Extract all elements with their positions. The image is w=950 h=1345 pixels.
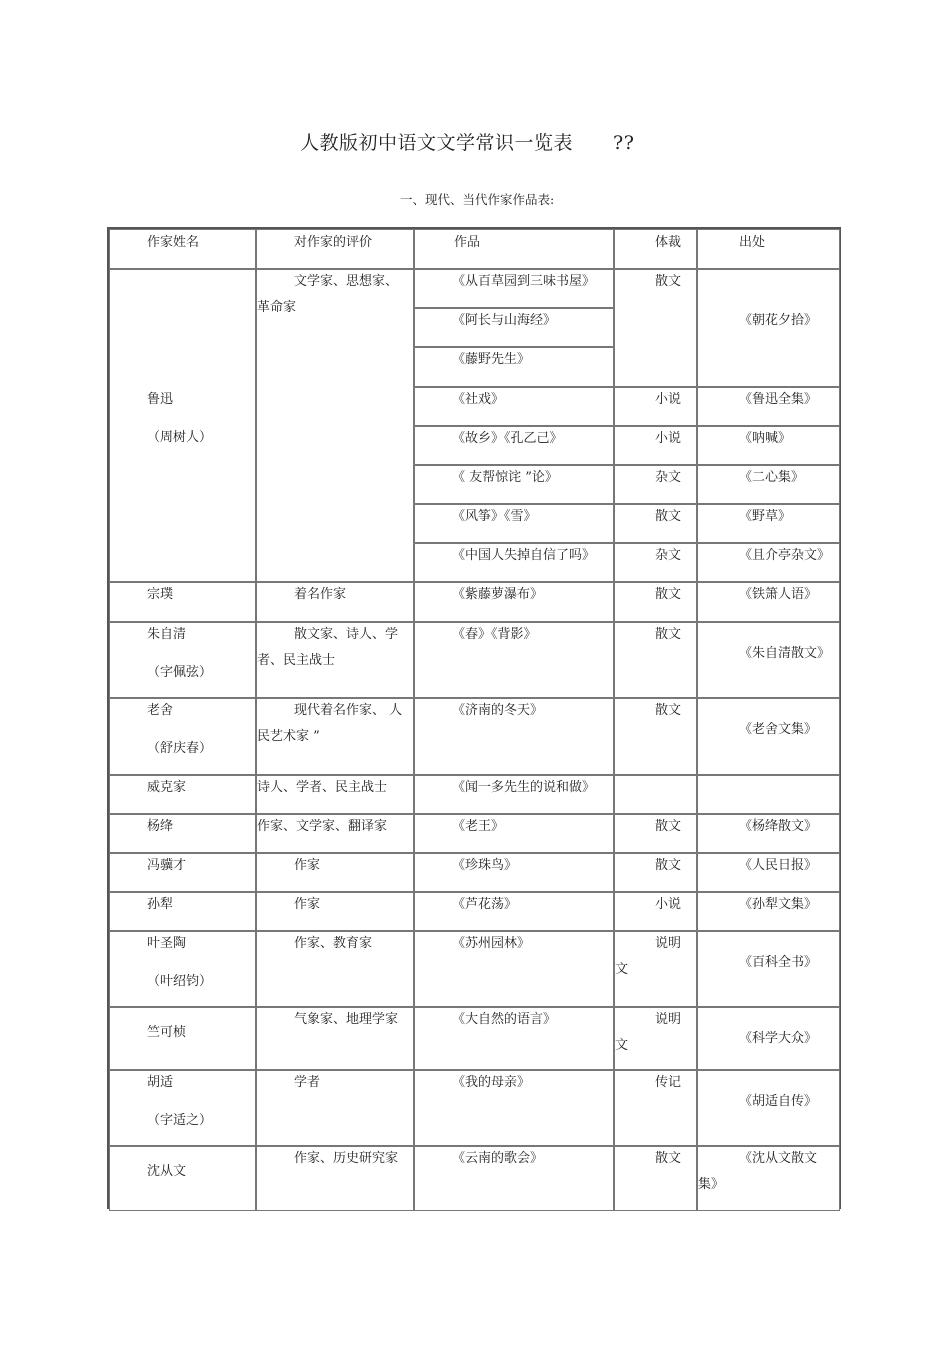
source-line-2: 集》 <box>698 1177 725 1192</box>
work-title: 《珍珠鸟》 <box>452 858 518 873</box>
luxun-name: 鲁迅 <box>147 392 174 407</box>
title-marks: ?? <box>613 132 635 154</box>
luxun-source-1: 《朝花夕拾》 <box>739 313 818 328</box>
luxun-source-cell <box>697 504 840 543</box>
author-name: 老舍 <box>147 703 174 718</box>
luxun-source-cell <box>697 269 840 387</box>
genre-line-1: 散文 <box>655 627 682 642</box>
author-name-cell <box>109 582 256 622</box>
author-name: 竺可桢 <box>147 1025 187 1040</box>
author-evaluation-line-1: 作家、教育家 <box>294 936 373 951</box>
luxun-evaluation-cell <box>256 269 414 582</box>
work-title: 《老王》 <box>452 819 505 834</box>
luxun-genre-cell <box>614 387 697 426</box>
source-line-1: 《老舍文集》 <box>739 722 818 737</box>
work-title: 《芦花荡》 <box>452 897 518 912</box>
source-cell <box>697 775 840 814</box>
luxun-genre-3: 小说 <box>655 431 682 446</box>
genre-line-1: 说明 <box>655 1012 682 1027</box>
author-name-cell <box>109 814 256 853</box>
genre-line-1: 散文 <box>655 587 682 602</box>
work-title: 《我的母亲》 <box>452 1075 531 1090</box>
luxun-source-cell <box>697 465 840 504</box>
luxun-genre-cell <box>614 543 697 582</box>
author-evaluation-line-1: 学者 <box>294 1075 321 1090</box>
work-cell <box>414 853 614 892</box>
luxun-work-5: 《故乡》《孔乙己》 <box>452 431 563 446</box>
work-cell <box>414 931 614 1007</box>
genre-cell <box>614 1146 697 1211</box>
author-name-cell <box>109 853 256 892</box>
header-cell-genre <box>614 229 697 269</box>
work-title: 《云南的歌会》 <box>452 1151 544 1166</box>
author-name-cell <box>109 931 256 1007</box>
genre-cell <box>614 814 697 853</box>
author-name-cell <box>109 1070 256 1146</box>
luxun-genre-cell <box>614 426 697 465</box>
source-cell <box>697 1007 840 1070</box>
header-cell-author <box>109 229 256 269</box>
header-cell-work <box>414 229 614 269</box>
luxun-source-3: 《呐喊》 <box>739 431 792 446</box>
source-cell <box>697 814 840 853</box>
author-evaluation-line-1: 着名作家 <box>294 587 347 602</box>
work-cell <box>414 582 614 622</box>
luxun-work-cell <box>414 269 614 308</box>
luxun-source-cell <box>697 387 840 426</box>
luxun-work-6: 《 友帮惊诧 ”论》 <box>452 470 558 485</box>
luxun-work-7: 《风筝》《雪》 <box>452 509 537 524</box>
luxun-work-cell <box>414 347 614 387</box>
author-evaluation-line-1: 散文家、诗人、学 <box>294 627 399 642</box>
author-evaluation-line-1: 作家 <box>294 897 321 912</box>
source-cell <box>697 698 840 775</box>
source-cell <box>697 582 840 622</box>
author-alias: （叶绍钧） <box>147 974 213 989</box>
luxun-evaluation-line-1: 文学家、思想家、 <box>294 274 399 289</box>
source-line-1: 《铁箫人语》 <box>739 587 818 602</box>
genre-cell <box>614 931 697 1007</box>
source-line-1: 《孙犁文集》 <box>739 897 818 912</box>
author-name: 朱自清 <box>147 627 187 642</box>
header-cell-source <box>697 229 840 269</box>
genre-cell <box>614 853 697 892</box>
work-title: 《济南的冬天》 <box>452 703 544 718</box>
source-line-1: 《胡适自传》 <box>739 1094 818 1109</box>
luxun-genre-2: 小说 <box>655 392 682 407</box>
work-cell <box>414 775 614 814</box>
work-cell <box>414 1070 614 1146</box>
author-name-cell <box>109 1146 256 1211</box>
header-genre-text: 体裁 <box>655 235 682 250</box>
title-text: 人教版初中语文文学常识一览表 <box>300 132 574 154</box>
author-evaluation-line-1: 作家、文学家、翻译家 <box>257 819 388 834</box>
genre-cell <box>614 775 697 814</box>
header-work-text: 作品 <box>454 235 481 250</box>
source-cell <box>697 892 840 931</box>
source-cell <box>697 853 840 892</box>
source-line-1: 《沈从文散文 <box>739 1151 818 1166</box>
author-name: 冯骥才 <box>147 858 187 873</box>
luxun-source-6: 《且介亭杂文》 <box>739 548 831 563</box>
luxun-work-cell <box>414 504 614 543</box>
luxun-source-5: 《野草》 <box>739 509 792 524</box>
luxun-work-2: 《阿长与山海经》 <box>452 313 557 328</box>
work-title: 《闻一多先生的说和做》 <box>452 780 596 795</box>
genre-cell <box>614 1070 697 1146</box>
source-line-1: 《百科全书》 <box>739 955 818 970</box>
luxun-work-3: 《藤野先生》 <box>452 352 531 367</box>
author-evaluation-cell <box>256 698 414 775</box>
luxun-work-8: 《中国人失掉自信了吗》 <box>452 548 596 563</box>
luxun-work-cell <box>414 387 614 426</box>
genre-line-1: 说明 <box>655 936 682 951</box>
author-evaluation-cell <box>256 622 414 698</box>
source-cell <box>697 622 840 698</box>
luxun-genre-5: 散文 <box>655 509 682 524</box>
author-name-cell <box>109 622 256 698</box>
author-works-table <box>107 227 841 1209</box>
luxun-work-1: 《从百草园到三味书屋》 <box>452 274 596 289</box>
header-author-text: 作家姓名 <box>147 235 200 250</box>
author-evaluation-cell <box>256 775 414 814</box>
luxun-genre-cell <box>614 465 697 504</box>
genre-line-1: 散文 <box>655 858 682 873</box>
header-cell-evaluation <box>256 229 414 269</box>
genre-cell <box>614 698 697 775</box>
work-cell <box>414 698 614 775</box>
genre-cell <box>614 622 697 698</box>
header-source-text: 出处 <box>739 235 766 250</box>
author-alias: （字适之） <box>147 1113 213 1128</box>
work-cell <box>414 814 614 853</box>
author-name-cell <box>109 892 256 931</box>
source-line-1: 《杨绛散文》 <box>739 819 818 834</box>
source-cell <box>697 1146 840 1211</box>
author-evaluation-cell <box>256 814 414 853</box>
source-line-1: 《人民日报》 <box>739 858 818 873</box>
genre-line-2: 文 <box>615 962 629 977</box>
luxun-work-cell <box>414 465 614 504</box>
author-name: 杨绛 <box>147 819 174 834</box>
document-title <box>300 128 634 155</box>
genre-line-1: 传记 <box>655 1075 682 1090</box>
author-name: 威克家 <box>147 780 187 795</box>
genre-cell <box>614 892 697 931</box>
genre-line-2: 文 <box>615 1038 629 1053</box>
luxun-work-cell <box>414 543 614 582</box>
luxun-genre-cell <box>614 504 697 543</box>
luxun-alias: （周树人） <box>147 430 213 445</box>
luxun-work-cell <box>414 308 614 347</box>
luxun-source-cell <box>697 543 840 582</box>
luxun-evaluation-line-2: 革命家 <box>257 300 297 315</box>
section-heading: 一、现代、当代作家作品表: <box>400 192 555 207</box>
author-name: 胡适 <box>147 1075 174 1090</box>
author-name: 叶圣陶 <box>147 936 187 951</box>
author-evaluation-line-1: 作家 <box>294 858 321 873</box>
author-evaluation-line-1: 诗人、学者、民主战士 <box>257 780 388 795</box>
author-alias: （字佩弦） <box>147 665 213 680</box>
author-name-cell <box>109 698 256 775</box>
author-evaluation-cell <box>256 1146 414 1211</box>
header-evaluation-text: 对作家的评价 <box>294 235 373 250</box>
work-title: 《春》《背影》 <box>452 627 537 642</box>
luxun-genre-1: 散文 <box>655 274 682 289</box>
author-name-cell <box>109 775 256 814</box>
work-cell <box>414 622 614 698</box>
source-cell <box>697 931 840 1007</box>
genre-cell <box>614 1007 697 1070</box>
genre-line-1: 散文 <box>655 1151 682 1166</box>
source-cell <box>697 1070 840 1146</box>
author-name: 沈从文 <box>147 1164 187 1179</box>
author-evaluation-cell <box>256 853 414 892</box>
luxun-work-4: 《社戏》 <box>452 392 505 407</box>
work-title: 《苏州园林》 <box>452 936 531 951</box>
author-alias: （舒庆春） <box>147 741 213 756</box>
source-line-1: 《朱自清散文》 <box>739 646 831 661</box>
work-cell <box>414 1007 614 1070</box>
work-cell <box>414 1146 614 1211</box>
work-cell <box>414 892 614 931</box>
source-line-1: 《科学大众》 <box>739 1031 818 1046</box>
author-evaluation-line-2: 者、民主战士 <box>257 653 336 668</box>
luxun-genre-6: 杂文 <box>655 548 682 563</box>
author-evaluation-cell <box>256 1007 414 1070</box>
author-evaluation-cell <box>256 931 414 1007</box>
genre-cell <box>614 582 697 622</box>
luxun-source-cell <box>697 426 840 465</box>
work-title: 《紫藤萝瀑布》 <box>452 587 544 602</box>
genre-line-1: 散文 <box>655 703 682 718</box>
work-title: 《大自然的语言》 <box>452 1012 557 1027</box>
author-evaluation-line-1: 现代着名作家、 人 <box>294 703 403 718</box>
author-evaluation-cell <box>256 582 414 622</box>
luxun-source-4: 《二心集》 <box>739 470 805 485</box>
author-evaluation-line-1: 作家、历史研究家 <box>294 1151 399 1166</box>
author-name: 宗璞 <box>147 587 174 602</box>
luxun-work-cell <box>414 426 614 465</box>
author-name-cell <box>109 1007 256 1070</box>
luxun-name-cell <box>109 269 256 582</box>
genre-line-1: 散文 <box>655 819 682 834</box>
author-evaluation-line-2: 民艺术家 ” <box>257 729 320 744</box>
author-evaluation-cell <box>256 892 414 931</box>
author-name: 孙犁 <box>147 897 174 912</box>
luxun-source-2: 《鲁迅全集》 <box>739 392 818 407</box>
luxun-genre-cell <box>614 269 697 387</box>
author-evaluation-line-1: 气象家、地理学家 <box>294 1012 399 1027</box>
author-evaluation-cell <box>256 1070 414 1146</box>
luxun-genre-4: 杂文 <box>655 470 682 485</box>
genre-line-1: 小说 <box>655 897 682 912</box>
